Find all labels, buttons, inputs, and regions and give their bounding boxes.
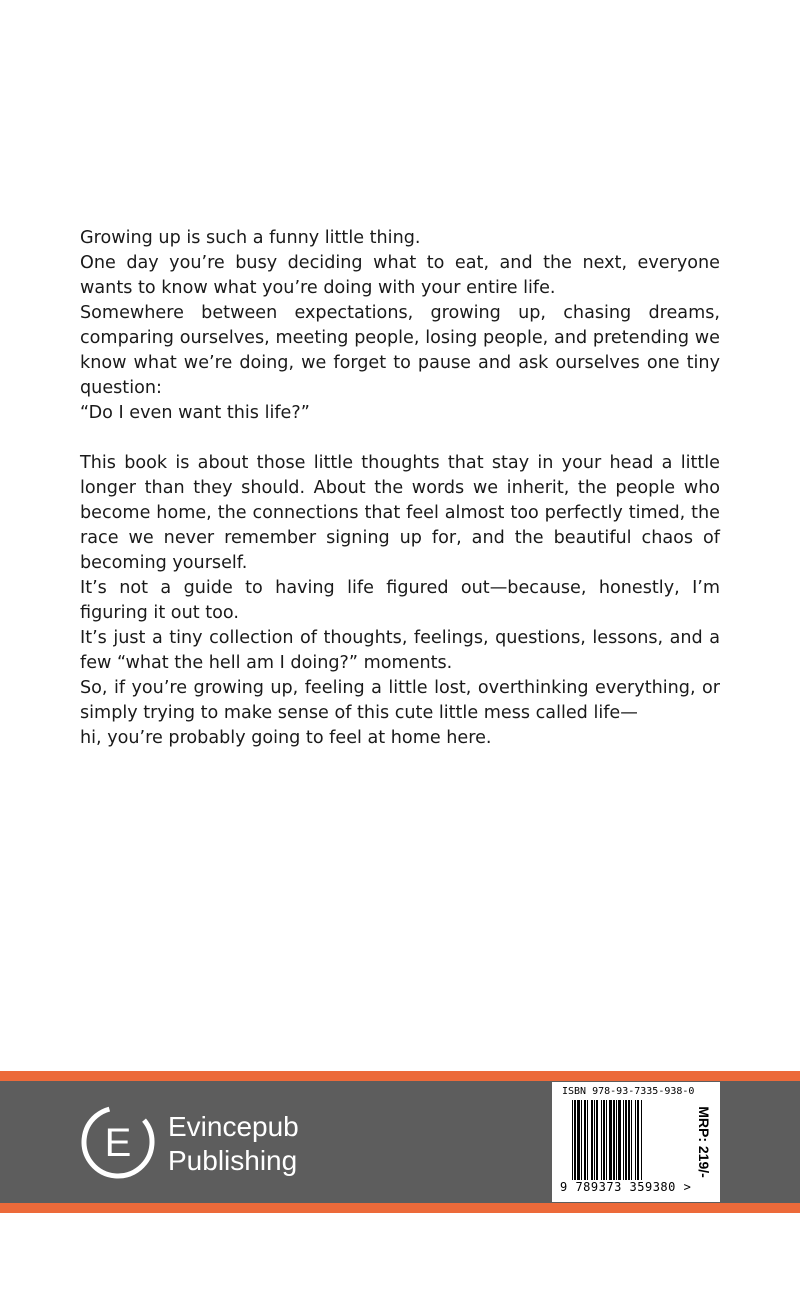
blurb-line: This book is about those little thoughts that stay in your head a little longer than they should. About the words we inherit, the people who become home, the connections that feel almost too perfectly timed, the race we never remember signing up for, and the beautiful chaos of becoming yourself. bbox=[80, 453, 720, 573]
publisher-name-line2: Publishing bbox=[168, 1145, 298, 1176]
blurb-line: hi, you’re probably going to feel at home here. bbox=[80, 728, 492, 748]
barcode-bar bbox=[618, 1100, 621, 1180]
blurb-line: Growing up is such a funny little thing. bbox=[80, 228, 421, 248]
accent-stripe-bottom bbox=[0, 1203, 800, 1213]
barcode-bar bbox=[609, 1100, 612, 1180]
barcode-bar bbox=[616, 1100, 617, 1180]
accent-stripe-top bbox=[0, 1071, 800, 1081]
barcode-bar bbox=[635, 1100, 636, 1180]
barcode-bar bbox=[581, 1100, 582, 1180]
publisher-name bbox=[168, 1110, 299, 1178]
barcode-bar bbox=[594, 1100, 595, 1180]
barcode-bar bbox=[641, 1100, 642, 1180]
barcode-bar bbox=[577, 1100, 580, 1180]
barcode-bar bbox=[601, 1100, 602, 1180]
barcode-bar bbox=[631, 1100, 632, 1180]
blurb-line: One day you’re busy deciding what to eat, and the next, everyone wants to know what you’re doing with your entire life. bbox=[80, 253, 720, 298]
price-label: MRP: 219/- bbox=[696, 1106, 712, 1178]
blurb-line: It’s not a guide to having life figured out—because, honestly, I’m figuring it out too. bbox=[80, 578, 720, 623]
barcode-digits: 9 789373 359380 > bbox=[560, 1180, 692, 1194]
logo-letter: E bbox=[104, 1121, 132, 1165]
isbn-label: ISBN 978-93-7335-938-0 bbox=[562, 1086, 695, 1097]
back-cover-blurb bbox=[80, 226, 720, 751]
barcode-bar bbox=[606, 1100, 607, 1180]
barcode-bar bbox=[623, 1100, 624, 1180]
barcode-bar bbox=[591, 1100, 593, 1180]
blurb-line: It’s just a tiny collection of thoughts, feelings, questions, lessons, and a few “what the hell am I doing?” moments. bbox=[80, 628, 720, 673]
blurb-line: Somewhere between expectations, growing up, chasing dreams, comparing ourselves, meeting people, losing people, and pretending we know what we’re doing, we forget to pause and ask ourselves one tiny question: bbox=[80, 303, 720, 398]
barcode-box bbox=[552, 1082, 720, 1202]
barcode-bar bbox=[596, 1100, 598, 1180]
barcode-bar bbox=[603, 1100, 605, 1180]
publisher-logo-icon bbox=[80, 1104, 156, 1180]
blurb-quote: “Do I even want this life?” bbox=[80, 403, 310, 423]
barcode-bar bbox=[637, 1100, 639, 1180]
barcode-bar bbox=[613, 1100, 615, 1180]
barcode-bar bbox=[587, 1100, 588, 1180]
paragraph-gap bbox=[80, 426, 720, 451]
blurb-line: So, if you’re growing up, feeling a little lost, overthinking everything, or simply trying to make sense of this cute little mess called life— bbox=[80, 678, 720, 723]
barcode-bar bbox=[572, 1100, 573, 1180]
publisher-name-line1: Evincepub bbox=[168, 1111, 299, 1142]
barcode-bar bbox=[584, 1100, 586, 1180]
barcode-bar bbox=[574, 1100, 576, 1180]
barcode-bar bbox=[625, 1100, 627, 1180]
barcode-bar bbox=[628, 1100, 630, 1180]
barcode-bars-icon bbox=[572, 1100, 684, 1180]
